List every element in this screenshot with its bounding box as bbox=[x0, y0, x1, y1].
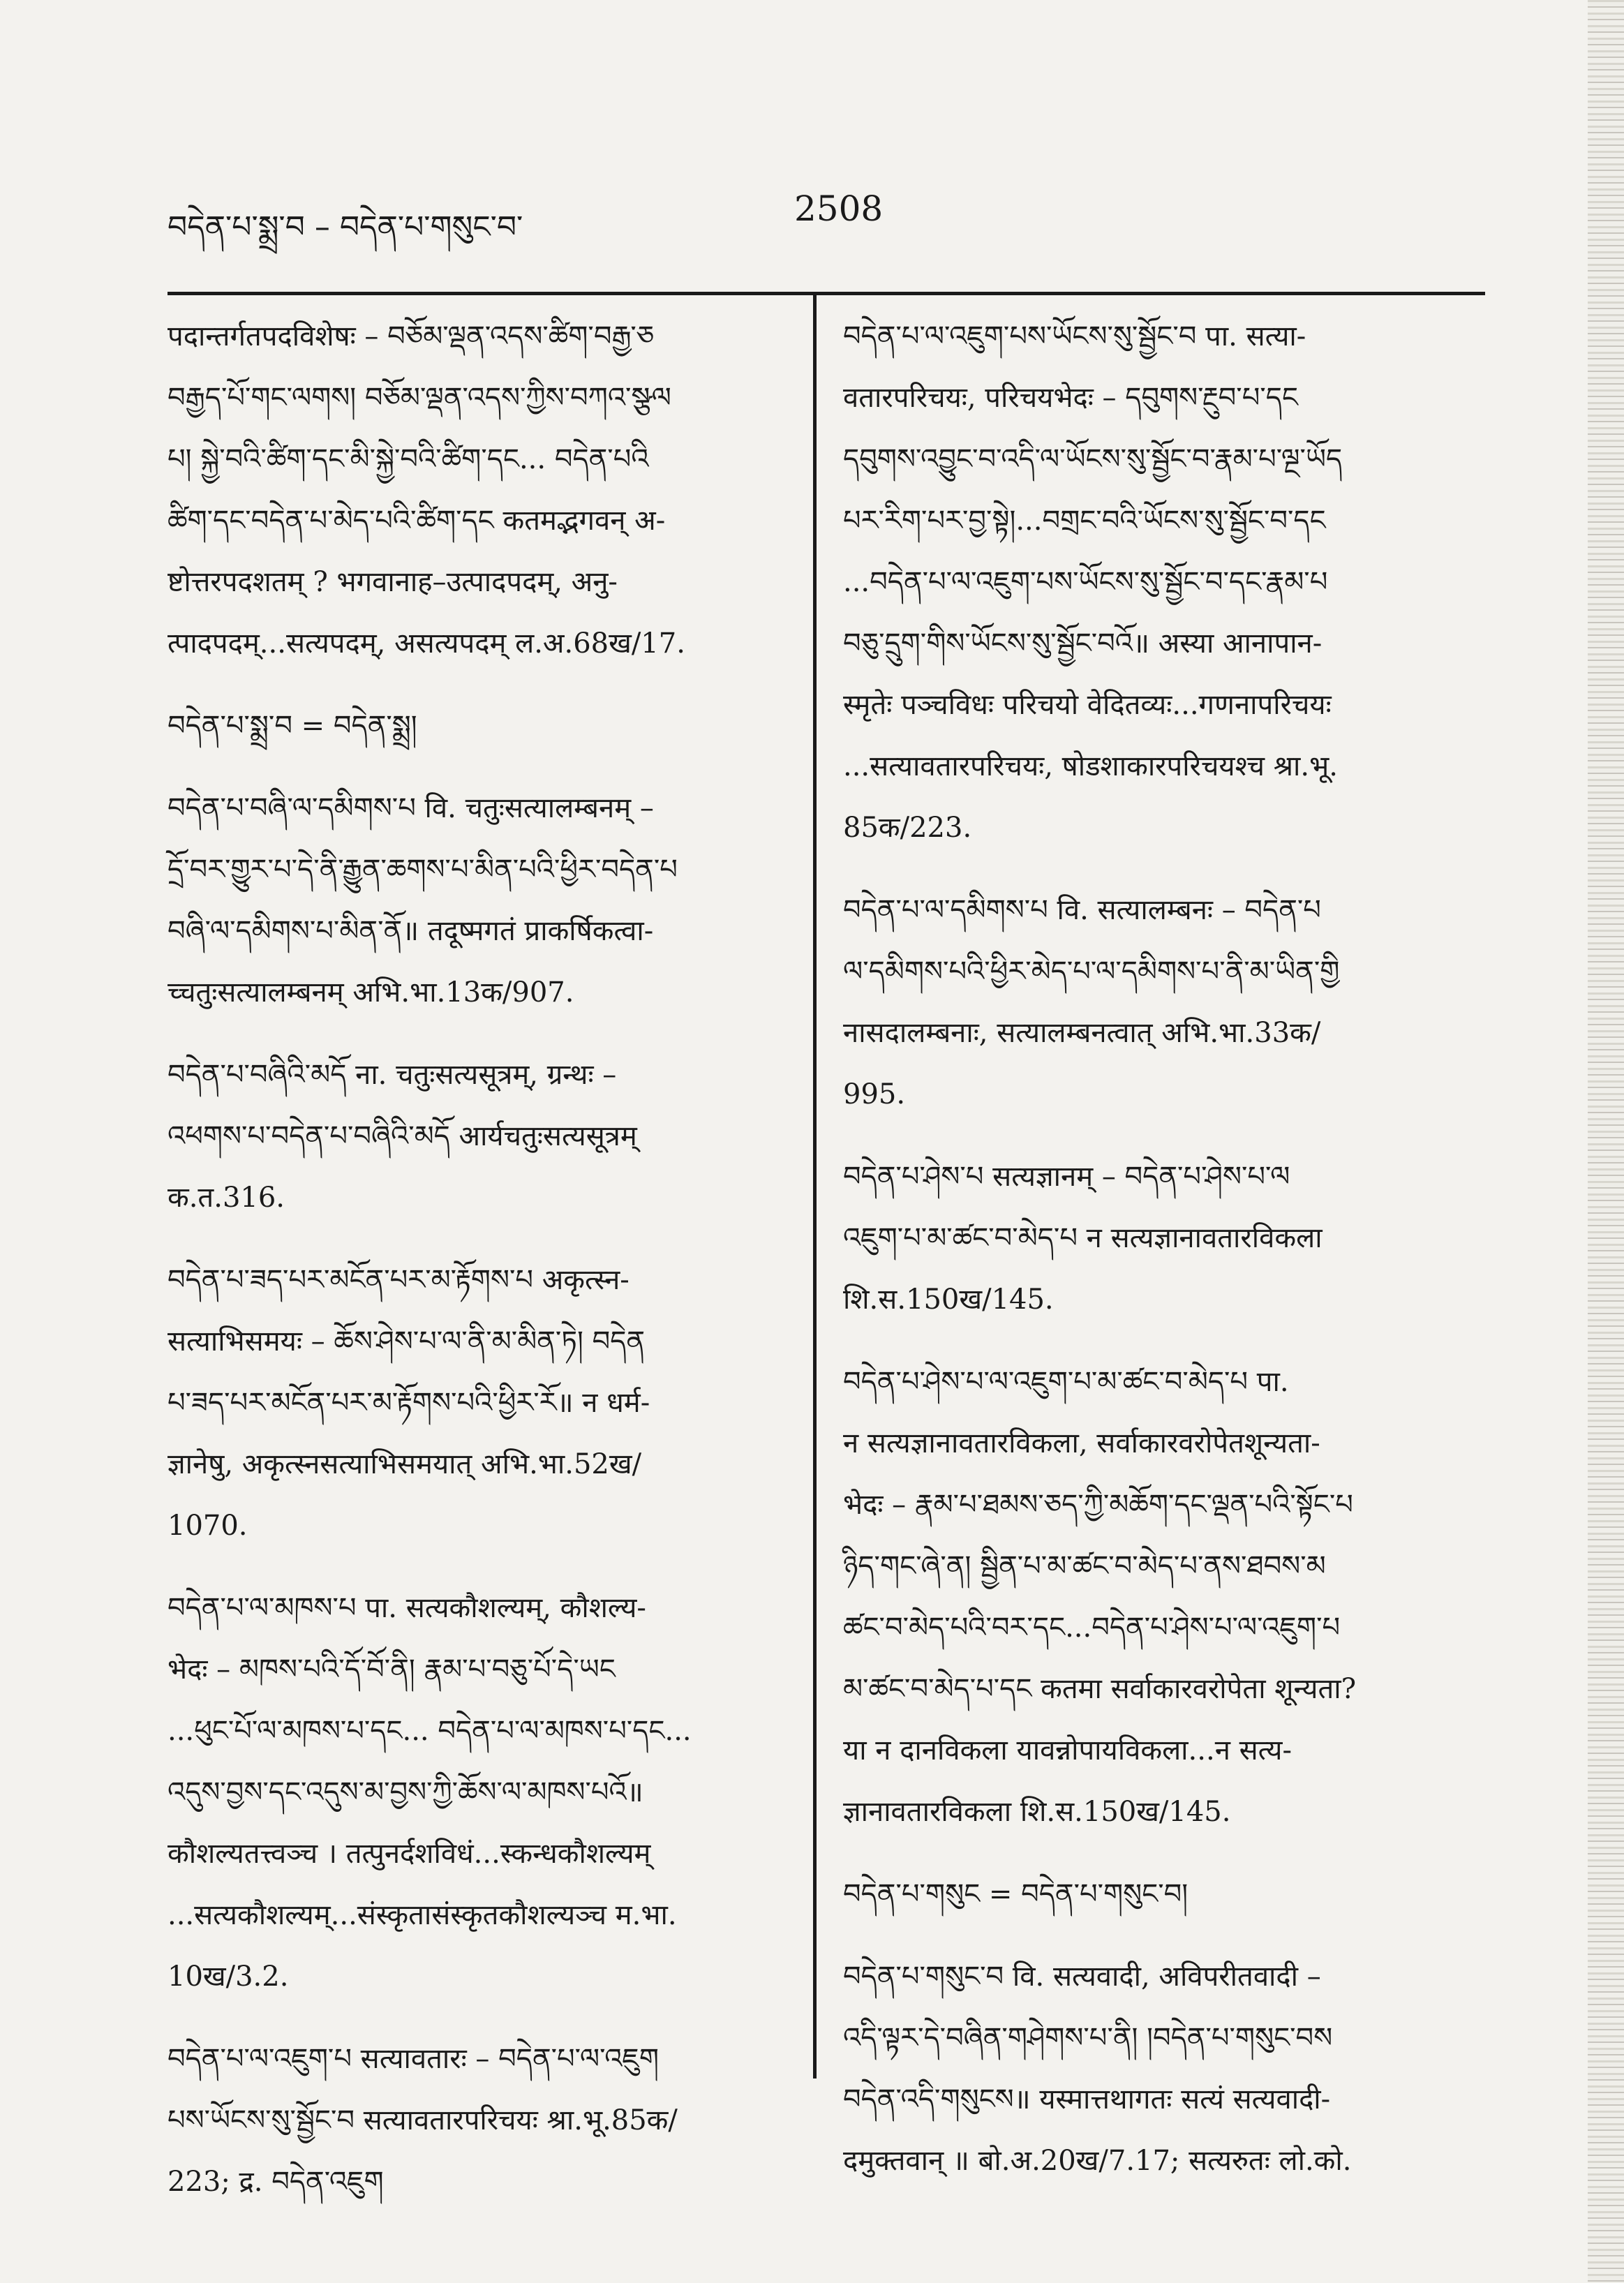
entry-line: स्मृतेः पञ्चविधः परिचयो वेदितव्यः...गणनापरिचयः bbox=[843, 689, 1332, 721]
entry-line: དབུགས་འབྱུང་བ་འདི་ལ་ཡོངས་སུ་སྦྱོང་བ་རྣམ་པ་ལྔ་ཡོད bbox=[843, 443, 1343, 475]
entry-headword-line: བདེན་པ་ཤེས་པ सत्यज्ञानम् – བདེན་པ་ཤེས་པ་ལ bbox=[843, 1161, 1290, 1193]
dictionary-entry bbox=[843, 306, 1457, 858]
dictionary-entry bbox=[167, 306, 782, 674]
entry-line: सत्याभिसमयः – ཆོས་ཤེས་པ་ལ་ནི་མ་མིན་ཏེ། བདེན bbox=[167, 1325, 646, 1358]
header-rule bbox=[167, 292, 1485, 295]
entry-line: ཉིད་གང་ཞེ་ན། སྦྱིན་པ་མ་ཚང་བ་མེད་པ་ནས་ཐབས་མ bbox=[843, 1550, 1326, 1582]
entry-headword-line: བདེན་པ་ལ་འཇུག་པས་ཡོངས་སུ་སྦྱོང་བ पा. सत्या- bbox=[843, 320, 1306, 352]
entry-line: या न दानविकला यावन्नोपायविकला...न सत्य- bbox=[843, 1734, 1292, 1767]
entry-line: ...ཕུང་པོ་ལ་མཁས་པ་དང... བདེན་པ་ལ་མཁས་པ་དང... bbox=[167, 1715, 692, 1747]
entry-line: ...सत्यकौशल्यम्...संस्कृतासंस्कृतकौशल्यञ्च म.भा. bbox=[167, 1899, 677, 1931]
entry-line: भेदः – རྣམ་པ་ཐམས་ཅད་ཀྱི་མཆོག་དང་ལྡན་པའི་སྟོང་པ bbox=[843, 1489, 1353, 1521]
entry-line: कौशल्यतत्त्वञ्च । तत्पुनर्दशविधं...स्कन्धकौशल्यम् bbox=[167, 1838, 651, 1870]
entry-headword-line: བདེན་པ་གསུང = བདེན་པ་གསུང་བ། bbox=[843, 1878, 1189, 1910]
entry-line: ...सत्यावतारपरिचयः, षोडशाकारपरिचयश्च श्रा.भू. bbox=[843, 750, 1338, 782]
dictionary-entry bbox=[843, 1946, 1457, 2192]
entry-line: ཚིག་དང་བདེན་པ་མེད་པའི་ཚིག་དང कतमद्भगवन् अ- bbox=[167, 505, 666, 537]
entry-headword-line: བདེན་པ་ལ་དམིགས་པ वि. सत्यालम्बनः – བདེན་པ bbox=[843, 894, 1321, 926]
entry-line: शि.स.150ख/145. bbox=[843, 1284, 1054, 1316]
dictionary-entry bbox=[843, 879, 1457, 1125]
entry-line: བརྒྱད་པོ་གང་ལགས། བཅོམ་ལྡན་འདས་ཀྱིས་བཀའ་སྩལ bbox=[167, 382, 671, 414]
entry-line: ष्टोत्तरपदशतम् ? भगवानाह–उत्पादपदम्, अनु- bbox=[167, 566, 618, 598]
entry-headword-line: བདེན་པ་ཤེས་པ་ལ་འཇུག་པ་མ་ཚང་བ་མེད་པ पा. bbox=[843, 1366, 1289, 1398]
entry-headword-line: བདེན་པ་ཟད་པར་མངོན་པར་མ་རྟོགས་པ अकृत्स्न- bbox=[167, 1264, 630, 1296]
entry-line: བདེན་འདི་གསུངས॥ यस्मात्तथागतः सत्यं सत्यवादी- bbox=[843, 2083, 1331, 2115]
entry-line: པས་ཡོངས་སུ་སྦྱོང་བ सत्यावतारपरिचयः श्रा.भू.85क/ bbox=[167, 2104, 678, 2136]
entry-line: མ་ཚང་བ་མེད་པ་དང कतमा सर्वाकारवरोपेता शून्यता? bbox=[843, 1673, 1357, 1705]
dictionary-entry bbox=[843, 1351, 1457, 1843]
entry-line: འཇུག་པ་མ་ཚང་བ་མེད་པ न सत्यज्ञानावतारविकला bbox=[843, 1222, 1323, 1254]
right-column bbox=[843, 306, 1457, 2213]
left-column bbox=[167, 306, 782, 2233]
entry-headword-line: བདེན་པ་སྨྲ་བ = བདེན་སྨྲ། bbox=[167, 710, 417, 742]
entry-line: दमुक्तवान् ॥ बो.अ.20ख/7.17; सत्यरुतः लो.को. bbox=[843, 2145, 1352, 2177]
dictionary-entry bbox=[167, 695, 782, 757]
running-head: བདེན་པ་སྨྲ་བ – བདེན་པ་གསུང་བ་ bbox=[167, 209, 523, 245]
dictionary-entry bbox=[167, 778, 782, 1023]
entry-line: ज्ञानेषु, अकृत्स्नसत्याभिसमयात् अभि.भा.52ख/ bbox=[167, 1448, 642, 1480]
entry-line: 85क/223. bbox=[843, 812, 972, 844]
entry-line: नासदालम्बनाः, सत्यालम्बनत्वात् अभि.भा.33क/ bbox=[843, 1017, 1321, 1049]
entry-line: པར་རིག་པར་བྱ་སྟེ།...བགྲང་བའི་ཡོངས་སུ་སྦྱོང་བ་དང bbox=[843, 505, 1326, 537]
entry-headword-line: पदान्तर्गतपदविशेषः – བཅོམ་ལྡན་འདས་ཚིག་བརྒྱ་ཅ bbox=[167, 320, 655, 352]
dictionary-entry bbox=[167, 1249, 782, 1556]
entry-line: 1070. bbox=[167, 1510, 248, 1542]
entry-line: क.त.316. bbox=[167, 1182, 285, 1214]
entry-headword-line: བདེན་པ་ལ་མཁས་པ पा. सत्यकौशल्यम्, कौशल्य- bbox=[167, 1592, 646, 1624]
entry-line: དྲོ་བར་གྱུར་པ་དེ་ནི་རྒྱུན་ཆགས་པ་མིན་པའི་ཕྱིར་བདེན་པ bbox=[167, 854, 678, 886]
entry-line: 10ख/3.2. bbox=[167, 1961, 289, 1993]
entry-line: བཞི་ལ་དམིགས་པ་མིན་ནོ॥ तदूष्मगतं प्राकर्षिकत्वा- bbox=[167, 915, 654, 947]
entry-headword-line: བདེན་པ་ལ་འཇུག་པ सत्यावतारः – བདེན་པ་ལ་འཇུག bbox=[167, 2043, 660, 2075]
entry-line: 995. bbox=[843, 1078, 906, 1110]
entry-line: ལ་དམིགས་པའི་ཕྱིར་མེད་པ་ལ་དམིགས་པ་ནི་མ་ཡིན་གྱི bbox=[843, 955, 1340, 988]
entry-headword-line: བདེན་པ་གསུང་བ वि. सत्यवादी, अविपरीतवादी – bbox=[843, 1961, 1321, 1993]
entry-line: འདི་ལྟར་དེ་བཞིན་གཤེགས་པ་ནི། །བདེན་པ་གསུང་བས bbox=[843, 2022, 1333, 2054]
dictionary-entry bbox=[843, 1864, 1457, 1925]
entry-line: པ། སྐྱེ་བའི་ཚིག་དང་མི་སྐྱེ་བའི་ཚིག་དང... བདེན་པའི bbox=[167, 443, 649, 475]
entry-line: ...བདེན་པ་ལ་འཇུག་པས་ཡོངས་སུ་སྦྱོང་བ་དང་རྣམ་པ bbox=[843, 566, 1328, 598]
entry-line: त्पादपदम्...सत्यपदम्, असत्यपदम् ल.अ.68ख/17. bbox=[167, 627, 685, 660]
entry-line: ज्ञानावतारविकला शि.स.150ख/145. bbox=[843, 1796, 1231, 1828]
dictionary-entry bbox=[167, 1044, 782, 1228]
column-divider bbox=[813, 292, 817, 2079]
entry-line: भेदः – མཁས་པའི་དོ་བོ་ནི། རྣམ་པ་བཅུ་པོ་དེ་ཡང bbox=[167, 1653, 616, 1686]
entry-line: བཅུ་དྲུག་གིས་ཡོངས་སུ་སྦྱོང་བའོ॥ अस्या आनापान- bbox=[843, 627, 1323, 660]
entry-line: ཚང་བ་མེད་པའི་བར་དང...བདེན་པ་ཤེས་པ་ལ་འཇུག་པ bbox=[843, 1612, 1341, 1644]
entry-line: པ་ཟད་པར་མངོན་པར་མ་རྟོགས་པའི་ཕྱིར་རོ॥ न धर्म- bbox=[167, 1387, 650, 1419]
entry-headword-line: བདེན་པ་བཞི་ལ་དམིགས་པ वि. चतुःसत्यालम्बनम् – bbox=[167, 792, 654, 824]
entry-line: वतारपरिचयः, परिचयभेदः – དབུགས་རྔུབ་པ་དང bbox=[843, 382, 1298, 414]
dictionary-entry bbox=[843, 1146, 1457, 1330]
entry-line: འདུས་བྱས་དང་འདུས་མ་བྱས་ཀྱི་ཆོས་ལ་མཁས་པའོ॥ bbox=[167, 1776, 643, 1808]
page-edge-scan-shadow bbox=[1588, 0, 1624, 2283]
entry-headword-line: བདེན་པ་བཞིའི་མདོ ना. चतुःसत्यसूत्रम्, ग्रन्थः – bbox=[167, 1059, 617, 1091]
dictionary-entry bbox=[167, 1577, 782, 2007]
entry-line: འཕགས་པ་བདེན་པ་བཞིའི་མདོ आर्यचतुःसत्यसूत्रम् bbox=[167, 1120, 637, 1152]
page-number: 2508 bbox=[794, 188, 884, 229]
dictionary-entry bbox=[167, 2028, 782, 2213]
entry-line: न सत्यज्ञानावतारविकला, सर्वाकारवरोपेतशून्यता- bbox=[843, 1427, 1320, 1459]
entry-line: 223; द्र. བདེན་འཇུག bbox=[167, 2166, 384, 2198]
entry-line: च्चतुःसत्यालम्बनम् अभि.भा.13क/907. bbox=[167, 976, 574, 1009]
